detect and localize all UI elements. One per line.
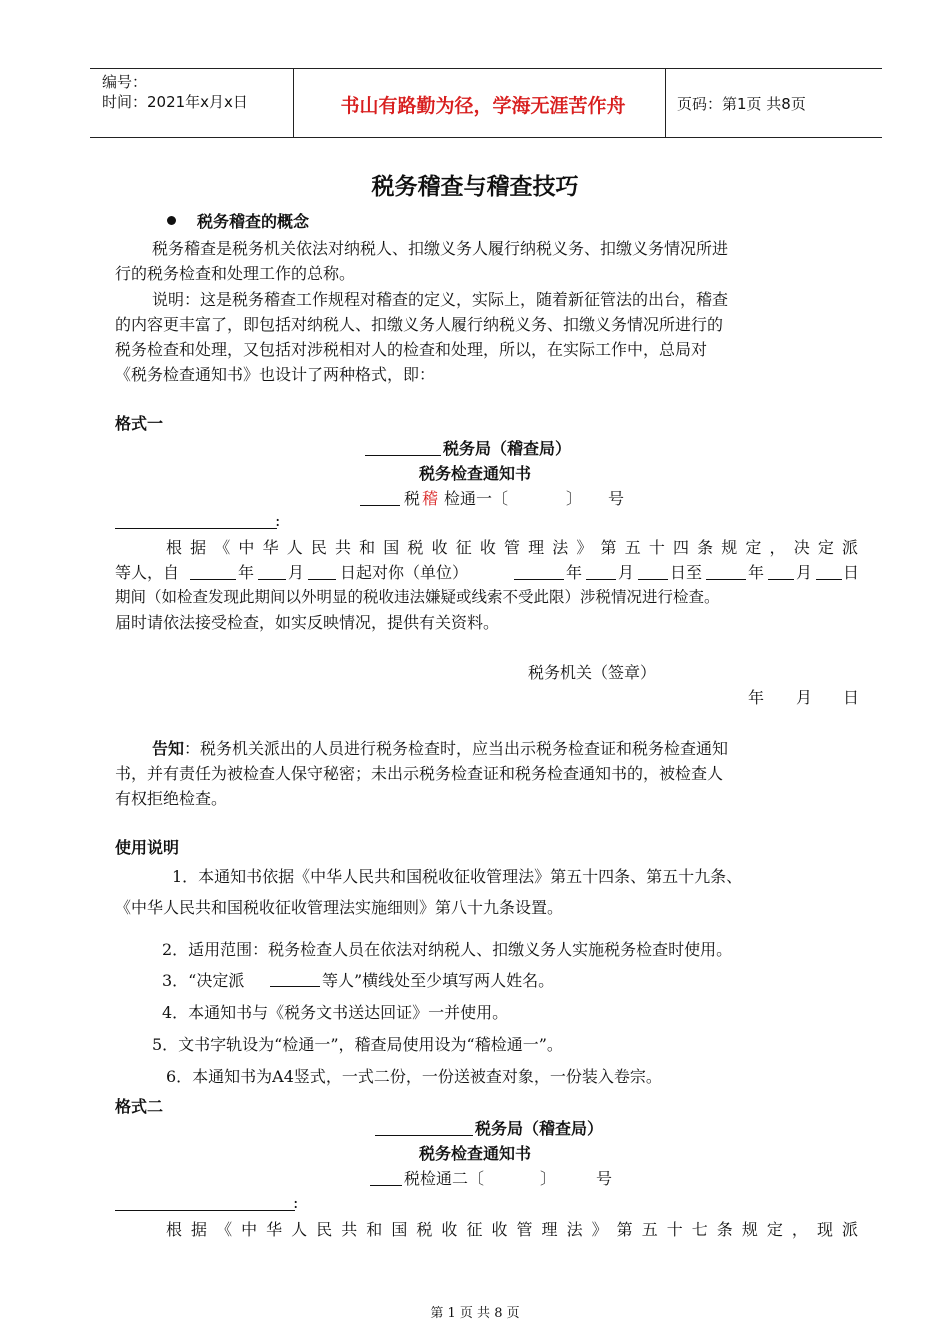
date-month: 月 xyxy=(796,688,813,707)
usage-heading: 使用说明 xyxy=(115,838,180,857)
notice-body-text: 月 xyxy=(288,563,305,582)
notice-body-text: 月 xyxy=(618,563,635,582)
usage-item: 1．本通知书依据《中华人民共和国税收征收管理法》第五十四条、第五十九条、 xyxy=(172,867,743,886)
notice-body-text: 年 xyxy=(566,563,583,582)
notice-bureau: 税务局（稽查局） xyxy=(443,439,572,458)
notice-text-line: 书，并有责任为被检查人保守秘密；未出示税务检查证和税务检查通知书的，被检查人 xyxy=(115,764,724,783)
notice-code-char: 稽 xyxy=(422,489,439,508)
usage-item: 3．“决定派 xyxy=(162,971,245,990)
format-heading: 格式一 xyxy=(115,414,164,433)
date-day: 日 xyxy=(843,688,860,707)
addressee-blank xyxy=(115,1210,295,1211)
blank-line xyxy=(370,1185,402,1186)
header-motto: 书山有路勤为径，学海无涯苦作舟 xyxy=(340,95,626,117)
notice-text-line: ：税务机关派出的人员进行税务检查时，应当出示税务检查证和税务检查通知 xyxy=(184,739,729,758)
notice-code-suffix: 号 xyxy=(608,489,625,508)
blank-line xyxy=(258,579,286,580)
blank-line xyxy=(638,579,668,580)
notice-body-text: 年 xyxy=(238,563,255,582)
page-indicator: 页码：第1页 共8页 xyxy=(677,95,806,113)
blank-line xyxy=(586,579,616,580)
notice-code-suffix: 号 xyxy=(596,1169,613,1188)
blank-line xyxy=(190,579,236,580)
blank-line xyxy=(308,579,336,580)
notice-code-prefix: 税 xyxy=(404,489,421,508)
signature-label: 税务机关（签章） xyxy=(528,663,657,682)
notice-title: 税务检查通知书 xyxy=(418,464,531,483)
addressee-colon: : xyxy=(275,511,281,530)
notice-body-line: 届时请依法接受检查，如实反映情况，提供有关资料。 xyxy=(115,613,500,632)
notice-code-text: 检通一〔 xyxy=(444,489,509,508)
notice-code-close: 〕 xyxy=(566,489,583,508)
notice-body-text: 日起对你（单位） xyxy=(340,563,469,582)
date-year: 年 xyxy=(748,688,765,707)
paragraph-line: 税务检查和处理，又包括对涉税相对人的检查和处理，所以，在实际工作中，总局对 xyxy=(115,340,708,359)
usage-item: 2．适用范围：税务检查人员在依法对纳税人、扣缴义务人实施税务检查时使用。 xyxy=(162,940,733,959)
notice-label: 告知 xyxy=(152,739,185,758)
addressee-colon: : xyxy=(293,1193,299,1212)
page-footer: 第 1 页 共 8 页 xyxy=(430,1306,520,1321)
usage-item: 4．本通知书与《税务文书送达回证》一并使用。 xyxy=(162,1003,509,1022)
format-heading: 格式二 xyxy=(115,1097,164,1116)
section-heading: 税务稽查的概念 xyxy=(197,212,310,231)
usage-item: 6．本通知书为A4竖式，一式二份，一份送被查对象，一份装入卷宗。 xyxy=(166,1067,662,1086)
notice-body-text: 月 xyxy=(796,563,813,582)
notice-code-close: 〕 xyxy=(540,1169,557,1188)
blank-line xyxy=(375,1135,473,1136)
paragraph-line: 《税务检查通知书》也设计了两种格式，即： xyxy=(115,365,436,384)
paragraph-line: 的内容更丰富了，即包括对纳税人、扣缴义务人履行纳税义务、扣缴义务情况所进行的 xyxy=(115,315,724,334)
blank-line xyxy=(514,579,564,580)
notice-text-line: 有权拒绝检查。 xyxy=(115,789,228,808)
usage-item: 《中华人民共和国税收征收管理法实施细则》第八十九条设置。 xyxy=(115,898,564,917)
doc-number-label: 编号： xyxy=(102,73,148,91)
paragraph-line: 说明：这是税务稽查工作规程对稽查的定义，实际上，随着新征管法的出台，稽查 xyxy=(152,290,729,309)
paragraph-line: 税务稽查是税务机关依法对纳税人、扣缴义务人履行纳税义务、扣缴义务情况所进 xyxy=(152,239,729,258)
blank-line xyxy=(706,579,746,580)
notice-body-text: 等人，自 xyxy=(115,563,180,582)
addressee-blank xyxy=(115,528,277,529)
usage-item: 5．文书字轨设为“检通一”，稽查局使用设为“稽检通一”。 xyxy=(152,1035,563,1054)
notice-bureau: 税务局（稽查局） xyxy=(475,1119,604,1138)
notice-title: 税务检查通知书 xyxy=(418,1144,531,1163)
bullet-icon xyxy=(167,216,176,225)
document-title: 税务稽查与稽查技巧 xyxy=(371,174,579,200)
usage-item: 等人”横线处至少填写两人姓名。 xyxy=(322,971,555,990)
header-divider xyxy=(293,69,294,137)
blank-line xyxy=(816,579,842,580)
notice-code-text: 税检通二〔 xyxy=(404,1169,485,1188)
notice-body-text: 年 xyxy=(748,563,765,582)
notice-body-text: 日至 xyxy=(670,563,703,582)
blank-line xyxy=(768,579,794,580)
notice-body-line: 根据《中华人民共和国税收征收管理法》第五十七条规定，现派 xyxy=(166,1220,868,1239)
blank-line xyxy=(360,505,400,506)
paragraph-line: 行的税务检查和处理工作的总称。 xyxy=(115,264,356,283)
notice-body-text: 日 xyxy=(843,563,860,582)
page-header xyxy=(90,68,882,138)
blank-line xyxy=(270,986,320,987)
blank-line xyxy=(365,455,441,456)
doc-time-label: 时间：2021年x月x日 xyxy=(102,93,248,111)
notice-body-line: 期间（如检查发现此期间以外明显的税收违法嫌疑或线索不受此限）涉税情况进行检查。 xyxy=(115,588,720,606)
notice-body-line: 根据《中华人民共和国税收征收管理法》第五十四条规定，决定派 xyxy=(166,538,867,557)
